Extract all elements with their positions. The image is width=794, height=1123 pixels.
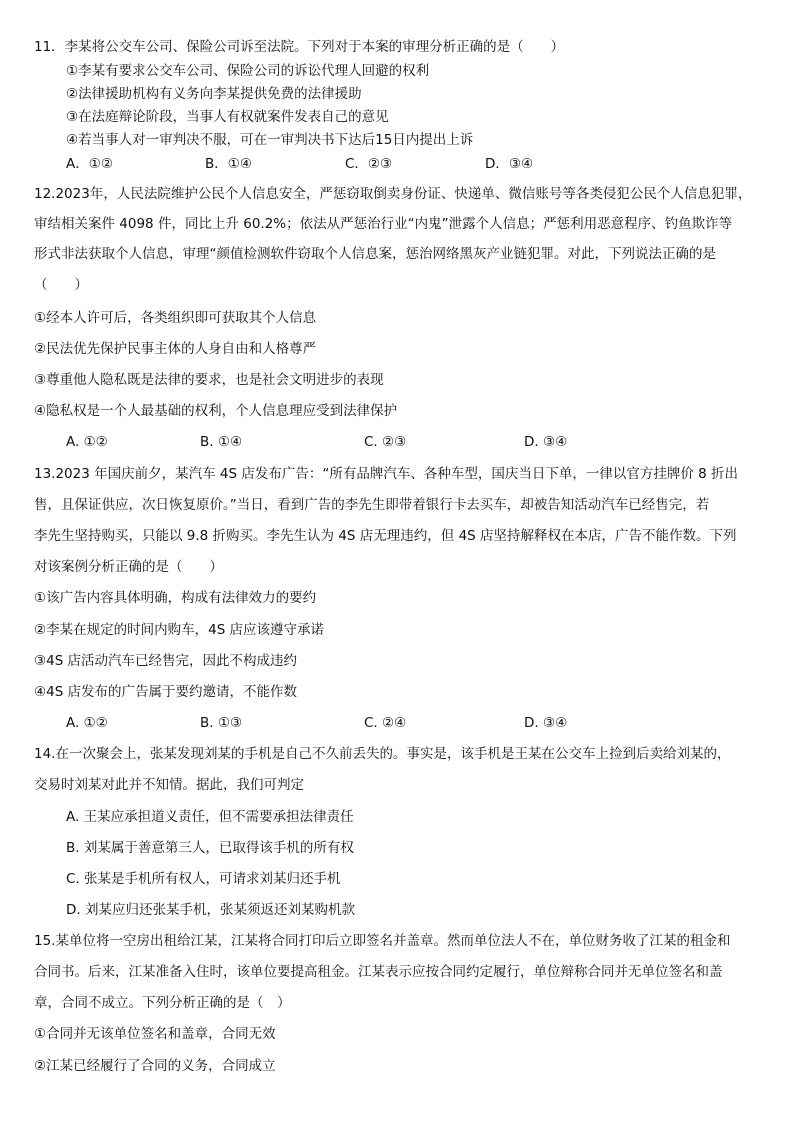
question-stem-line: 审结相关案件 4098 件，同比上升 60.2%；依法从严惩治行业“内鬼”泄露个人信息；严惩利用恶意程序、钓鱼欺诈等 [34,216,733,232]
statement-4: ④隐私权是一个人最基础的权利，个人信息理应受到法律保护 [34,403,398,419]
option-c[interactable]: C. ②④ [364,715,407,731]
option-a[interactable]: A. ①② [66,715,108,731]
question-stem-line: 交易时刘某对此并不知情。据此，我们可判定 [34,777,304,793]
statement-2: ②江某已经履行了合同的义务，合同成立 [34,1058,276,1074]
option-d[interactable]: D. ③④ [524,434,568,450]
statement-2: ②法律援助机构有义务向李某提供免费的法律援助 [66,86,362,102]
statement-4: ④4S 店发布的广告属于要约邀请，不能作数 [34,684,298,700]
statement-3: ③在法庭辩论阶段，当事人有权就案件发表自己的意见 [66,109,389,125]
option-b[interactable]: B．①④ [205,156,252,172]
statement-4: ④若当事人对一审判决不服，可在一审判决书下达后15日内提出上诉 [66,132,474,148]
question-stem-line: 形式非法获取个人信息，审理“颜值检测软件窃取个人信息案，惩治网络黑灰产业链犯罪。对此，下列说法正确的是 [34,246,716,262]
option-d[interactable]: D. ③④ [524,715,568,731]
option-a[interactable]: A. 王某应承担道义责任，但不需要承担法律责任 [66,809,354,825]
option-b[interactable]: B. ①③ [200,715,243,731]
answer-options [66,714,666,732]
question-stem-line: 12.2023年，人民法院维护公民个人信息安全，严惩窃取倒卖身份证、快递单、微信账号等各类侵犯公民个人信息犯罪， [34,186,752,202]
statement-2: ②李某在规定的时间内购车，4S 店应该遵守承诺 [34,622,325,638]
option-a[interactable]: A．①② [66,156,113,172]
question-stem-line: （ ） [34,277,88,293]
question-stem-line: 合同书。后来，江某准备入住时，该单位要提高租金。江某表示应按合同约定履行，单位辩称合同并无单位签名和盖 [34,964,723,980]
question-stem-line: 13.2023 年国庆前夕，某汽车 4S 店发布广告：“所有品牌汽车、各种车型，国庆当日下单，一律以官方挂牌价 8 折出 [34,466,739,482]
statement-1: ①合同并无该单位签名和盖章，合同无效 [34,1026,276,1042]
option-b[interactable]: B. ①④ [200,434,243,450]
question-stem-line: 对该案例分析正确的是（ ） [34,559,223,575]
statement-3: ③4S 店活动汽车已经售完，因此不构成违约 [34,653,298,669]
question-stem-line: 15.某单位将一空房出租给江某，江某将合同打印后立即签名并盖章。然而单位法人不在，单位财务收了江某的租金和 [34,933,731,949]
option-c[interactable]: C. ②③ [364,434,407,450]
option-d[interactable]: D．③④ [485,156,534,172]
statement-1: ①经本人许可后，各类组织即可获取其个人信息 [34,310,317,326]
option-c[interactable]: C. 张某是手机所有权人，可请求刘某归还手机 [66,871,341,887]
question-stem: 11．李某将公交车公司、保险公司诉至法院。下列对于本案的审理分析正确的是（ ） [34,39,565,55]
option-b[interactable]: B. 刘某属于善意第三人，已取得该手机的所有权 [66,840,354,856]
statement-2: ②民法优先保护民事主体的人身自由和人格尊严 [34,341,317,357]
question-stem-line: 李先生坚持购买，只能以 9.8 折购买。李先生认为 4S 店无理违约，但 4S 店坚持解释权在本店，广告不能作数。下列 [34,528,737,544]
statement-1: ①该广告内容具体明确，构成有法律效力的要约 [34,590,317,606]
question-stem-line: 章，合同不成立。下列分析正确的是（ ） [34,995,291,1011]
statement-1: ①李某有要求公交车公司、保险公司的诉讼代理人回避的权利 [66,63,430,79]
option-a[interactable]: A. ①② [66,434,108,450]
question-stem-line: 售，且保证供应，次日恢复原价。”当日，看到广告的李先生即带着银行卡去买车，却被告知活动汽车已经售完，若 [34,497,710,513]
option-c[interactable]: C．②③ [345,156,393,172]
statement-3: ③尊重他人隐私既是法律的要求，也是社会文明进步的表现 [34,372,384,388]
answer-options [66,433,666,451]
answer-options [66,155,666,173]
option-d[interactable]: D. 刘某应归还张某手机，张某须返还刘某购机款 [66,902,355,918]
question-stem-line: 14.在一次聚会上，张某发现刘某的手机是自己不久前丢失的。事实是，该手机是王某在公交车上捡到后卖给刘某的， [34,746,731,762]
